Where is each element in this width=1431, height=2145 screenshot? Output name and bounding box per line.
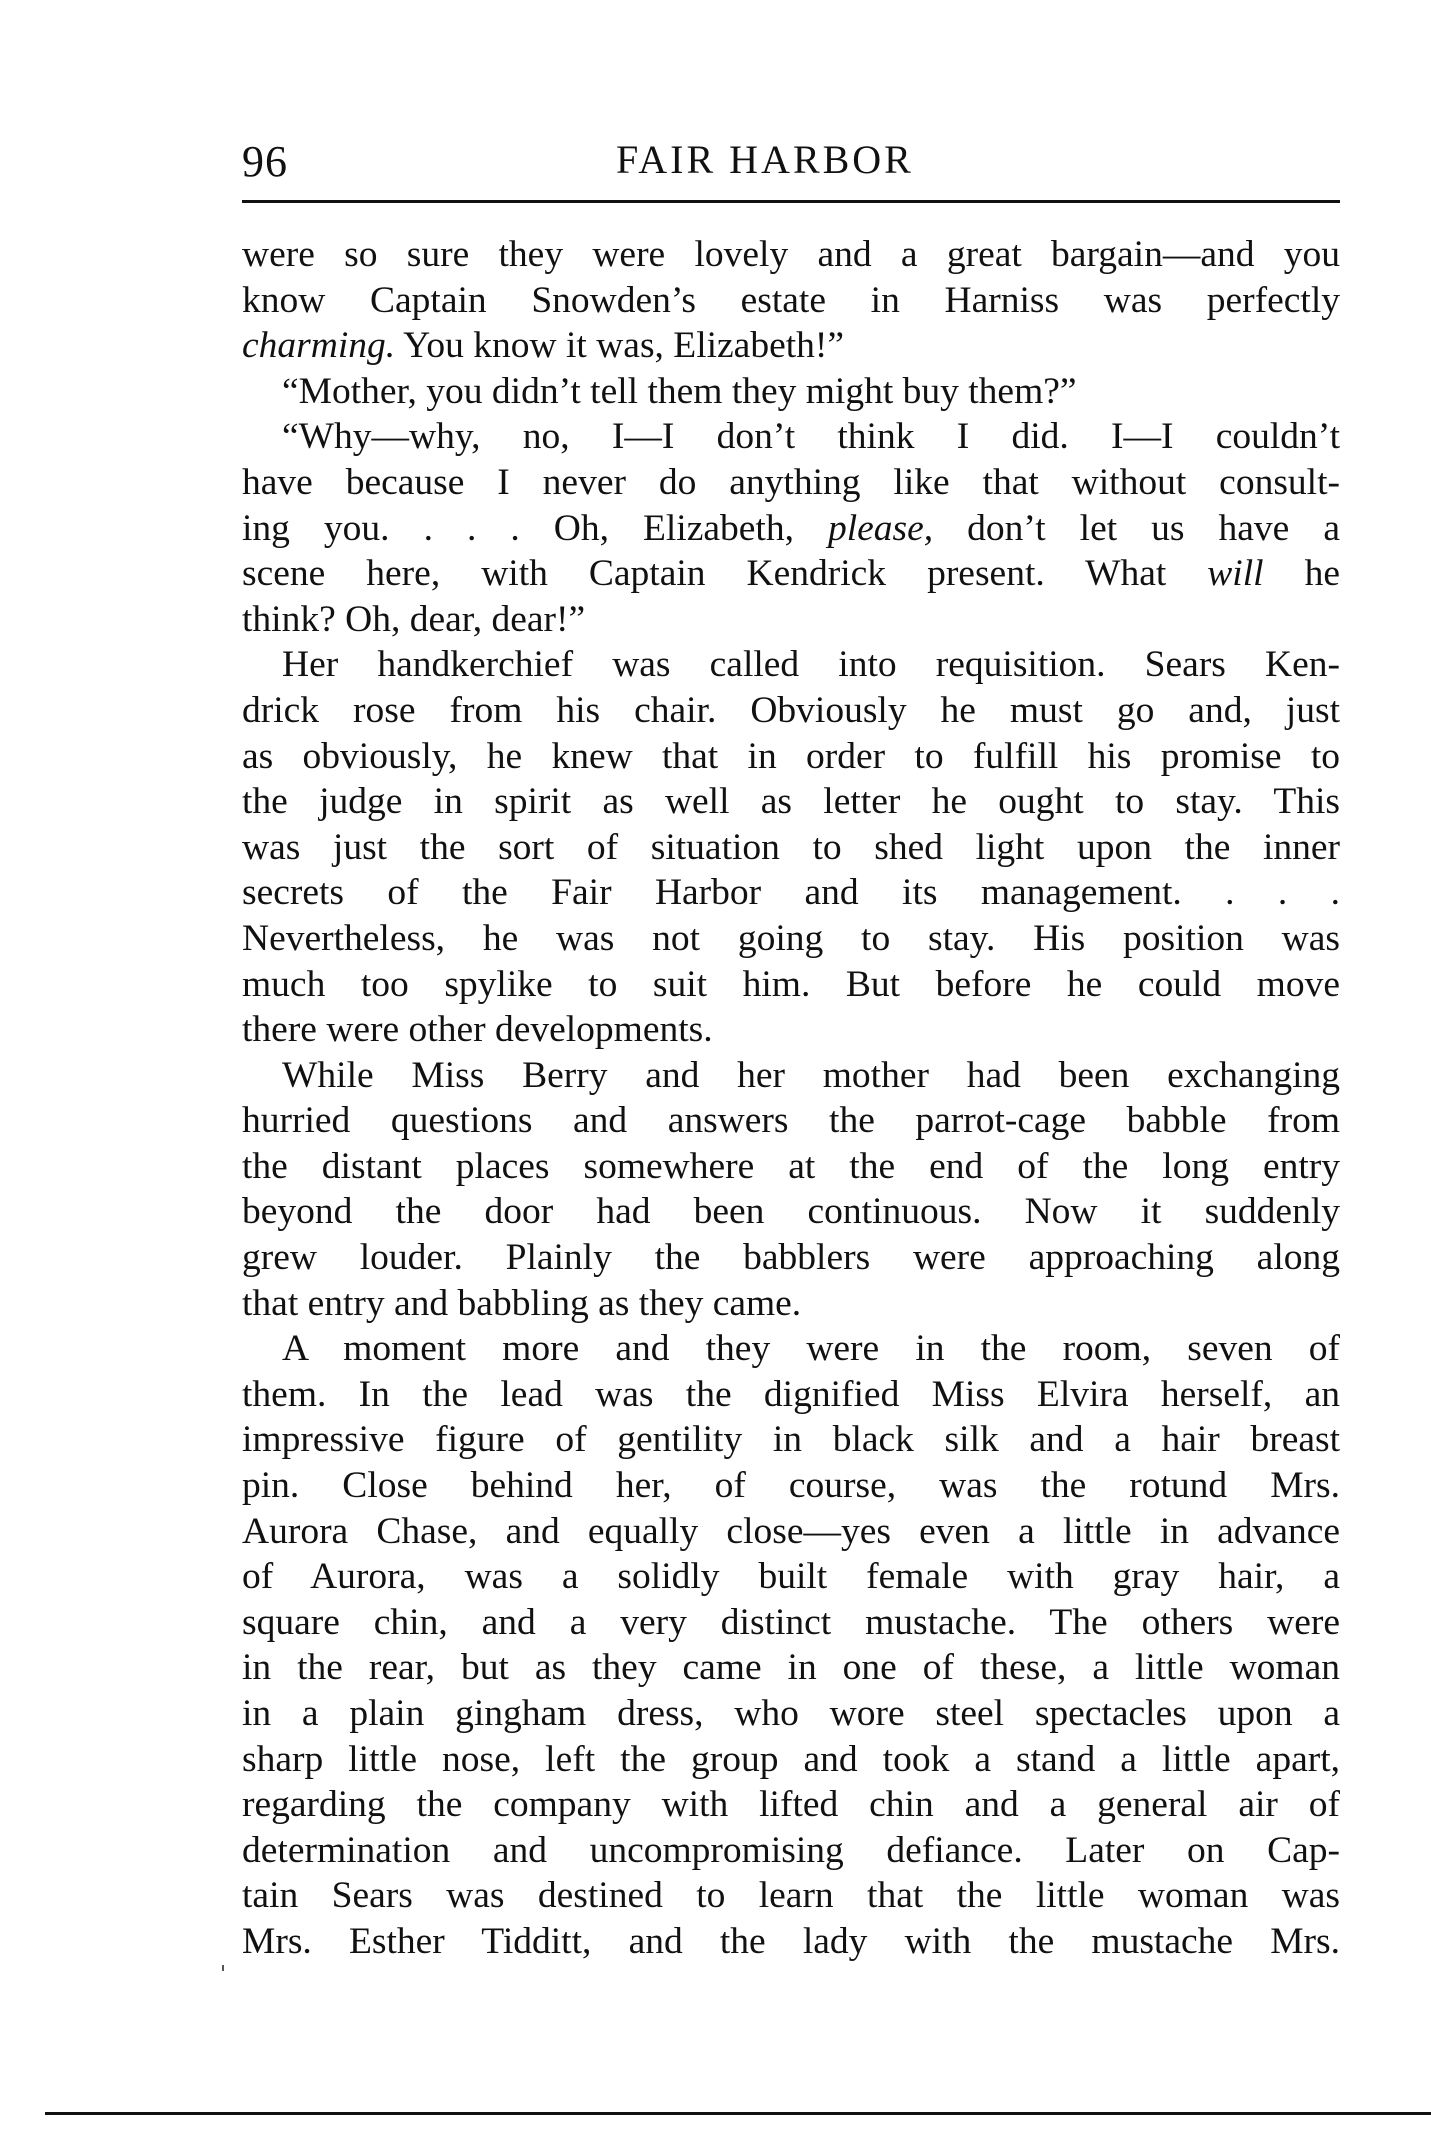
page-header: [242, 136, 1340, 196]
text-line: “Why—why, no, I—I don’t think I did. I—I couldn’t: [282, 416, 1340, 458]
text-line: Her handkerchief was called into requisition. Sears Ken-: [282, 644, 1340, 686]
italic-word: charming.: [242, 325, 396, 367]
text-line: of Aurora, was a solidly built female with gray hair, a: [242, 1556, 1340, 1598]
text-line: “Mother, you didn’t tell them they might buy them?”: [282, 370, 1077, 412]
text-line: sharp little nose, left the group and took a stand a little apart,: [242, 1738, 1340, 1780]
text-line: much too spylike to suit him. But before he could move: [242, 963, 1340, 1005]
text-line: While Miss Berry and her mother had been exchanging: [282, 1054, 1340, 1096]
italic-word: please,: [827, 507, 934, 549]
text-line: tain Sears was destined to learn that the little woman was: [242, 1875, 1340, 1917]
text-line: A moment more and they were in the room, seven of: [282, 1328, 1340, 1370]
text-line: were so sure they were lovely and a great bargain—and you: [242, 234, 1340, 275]
text-line: ing you. . . . Oh, Elizabeth, please, don’t let us have a: [242, 507, 1340, 549]
running-title: FAIR HARBOR: [616, 137, 914, 182]
text-line: hurried questions and answers the parrot-cage babble from: [242, 1100, 1340, 1142]
text-line: determination and uncompromising defiance. Later on Cap-: [242, 1829, 1340, 1871]
italic-word: will: [1207, 553, 1264, 595]
text-line: scene here, with Captain Kendrick present. What will he: [242, 553, 1340, 595]
text-line: secrets of the Fair Harbor and its management. . . .: [242, 872, 1340, 914]
header-rule: [242, 200, 1340, 203]
text-line: pin. Close behind her, of course, was the rotund Mrs.: [242, 1465, 1340, 1507]
text-line: them. In the lead was the dignified Miss Elvira herself, an: [242, 1373, 1340, 1415]
text-line: think? Oh, dear, dear!”: [242, 598, 586, 640]
text-line: square chin, and a very distinct mustache. The others were: [242, 1601, 1340, 1643]
text-line: beyond the door had been continuous. Now it suddenly: [242, 1191, 1340, 1233]
scan-speck: [222, 1965, 224, 1971]
text-line: regarding the company with lifted chin and a general air of: [242, 1784, 1340, 1826]
text-line: in the rear, but as they came in one of these, a little woman: [242, 1647, 1340, 1689]
text-line: there were other developments.: [242, 1009, 713, 1051]
text-line: in a plain gingham dress, who wore steel spectacles upon a: [242, 1693, 1340, 1734]
text-line: drick rose from his chair. Obviously he must go and, just: [242, 689, 1340, 731]
text-line: Nevertheless, he was not going to stay. His position was: [242, 917, 1340, 959]
text-line: have because I never do anything like that without consult-: [242, 461, 1340, 503]
text-line: impressive figure of gentility in black silk and a hair breast: [242, 1419, 1340, 1461]
page-number: 96: [242, 137, 288, 186]
text-line: the distant places somewhere at the end of the long entry: [242, 1145, 1340, 1187]
body-text: [242, 232, 1340, 1965]
text-line: Mrs. Esther Tidditt, and the lady with the mustache Mrs.: [242, 1920, 1340, 1962]
text-line: charming. You know it was, Elizabeth!”: [242, 325, 845, 367]
text-line: grew louder. Plainly the babblers were approaching along: [242, 1237, 1340, 1279]
text-line: the judge in spirit as well as letter he ought to stay. This: [242, 781, 1340, 823]
text-line: that entry and babbling as they came.: [242, 1282, 802, 1324]
text-line: was just the sort of situation to shed light upon the inner: [242, 826, 1340, 868]
footer-rule: [45, 2112, 1431, 2115]
text-line: as obviously, he knew that in order to fulfill his promise to: [242, 735, 1340, 777]
text-line: Aurora Chase, and equally close—yes even a little in advance: [242, 1510, 1340, 1552]
text-line: know Captain Snowden’s estate in Harniss was perfectly: [242, 279, 1340, 321]
